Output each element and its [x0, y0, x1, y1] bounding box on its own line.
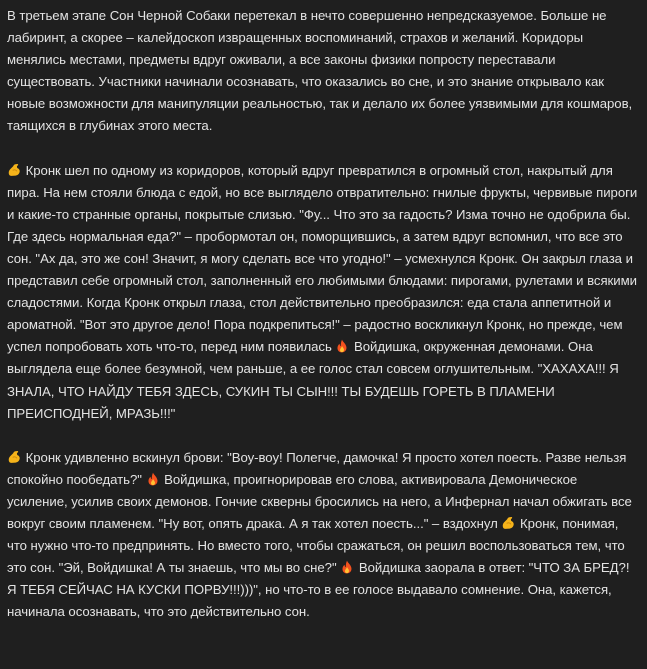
fire-icon: [335, 339, 349, 353]
message-text: Кронк удивленно вскинул брови: "Воу-воу! Полегче, дамочка! Я просто хотел поесть. Разве нельзя спокойно пообедать?": [7, 449, 630, 487]
flexed-biceps-icon: [501, 516, 515, 530]
message-text: Войдишка, окруженная демонами. Она выглядела еще более безумной, чем раньше, а ее голос стал совсем оглушительным. "ХАХАХА!!! Я ЗНАЛА, ЧТО НАЙДУ ТЕБЯ ЗДЕСЬ, СУКИН ТЫ СЫН!!! ТЫ БУДЕШЬ ГОРЕТЬ В ПЛАМЕНИ ПРЕИСПОДНЕЙ, МРАЗЬ!!!": [7, 339, 623, 421]
message-text: Кронк, понимая, что нужно что-то предпринять. Но вместо того, чтобы сражаться, он решил воспользоваться тем, что это сон. "Эй, Войдишка! А ты знаешь, что мы во сне?": [7, 515, 629, 576]
message-paragraph: [7, 5, 639, 138]
message-text: Кронк шел по одному из коридоров, который вдруг превратился в огромный стол, накрытый для пира. На нем стояли блюда с едой, но все выглядело отвратительно: гнилые фрукты, червивые пироги и какие-то странные органы, покрытые слизью. "Фу... Что это за гадость? Изма точно не одобрила бы. Где здесь нормальная еда?" – пробормотал он, поморщившись, а затем вдруг вспомнил, что все это сон. "Ах да, это же сон! Значит, я могу сделать все что угодно!" – усмехнулся Кронк. Он закрыл глаза и представил себе огромный стол, заполненный его любимыми блюдами: пирогами, рулетами и всякими сладостями. Когда Кронк открыл глаза, стол действительно преобразился: еда стала аппетитной и ароматной. "Вот это другое дело! Пора подкрепиться!" – радостно воскликнул Кронк, но прежде, чем успел попробовать хоть что-то, перед ним появилась: [7, 162, 641, 355]
flexed-biceps-icon: [7, 450, 21, 464]
flexed-biceps-icon: [7, 163, 21, 177]
message-text: Войдишка заорала в ответ: "ЧТО ЗА БРЕД?! Я ТЕБЯ СЕЙЧАС НА КУСКИ ПОРВУ!!!)))", но что-то в ее голосе выдавало сомнение. Она, кажется, начинала осознавать, что это действительно сон.: [7, 560, 634, 620]
message-text: В третьем этапе Сон Черной Собаки перетекал в нечто совершенно непредсказуемое. Больше не лабиринт, а скорее – калейдоскоп извращенных воспоминаний, страхов и желаний. Коридоры менялись местами, предметы вдруг оживали, а все законы физики попросту переставали существовать. Участники начинали осознавать, что оказались во сне, и это знание открывало как новые возможности для манипуляции реальностью, так и делало их более уязвимыми для кошмаров, таящихся в глубинах этого места.: [7, 8, 636, 134]
fire-icon: [146, 472, 160, 486]
message-paragraph: [7, 447, 639, 624]
message-text: Войдишка, проигнорировав его слова, активировала Демоническое усиление, усилив своих демонов. Гончие скверны бросились на него, а Инфернал начал обжигать все вокруг своим пламенем. "Ну вот, опять драка. А я так хотел поесть..." – вздохнул: [7, 471, 636, 531]
fire-icon: [340, 560, 354, 574]
message-paragraph: [7, 160, 639, 425]
